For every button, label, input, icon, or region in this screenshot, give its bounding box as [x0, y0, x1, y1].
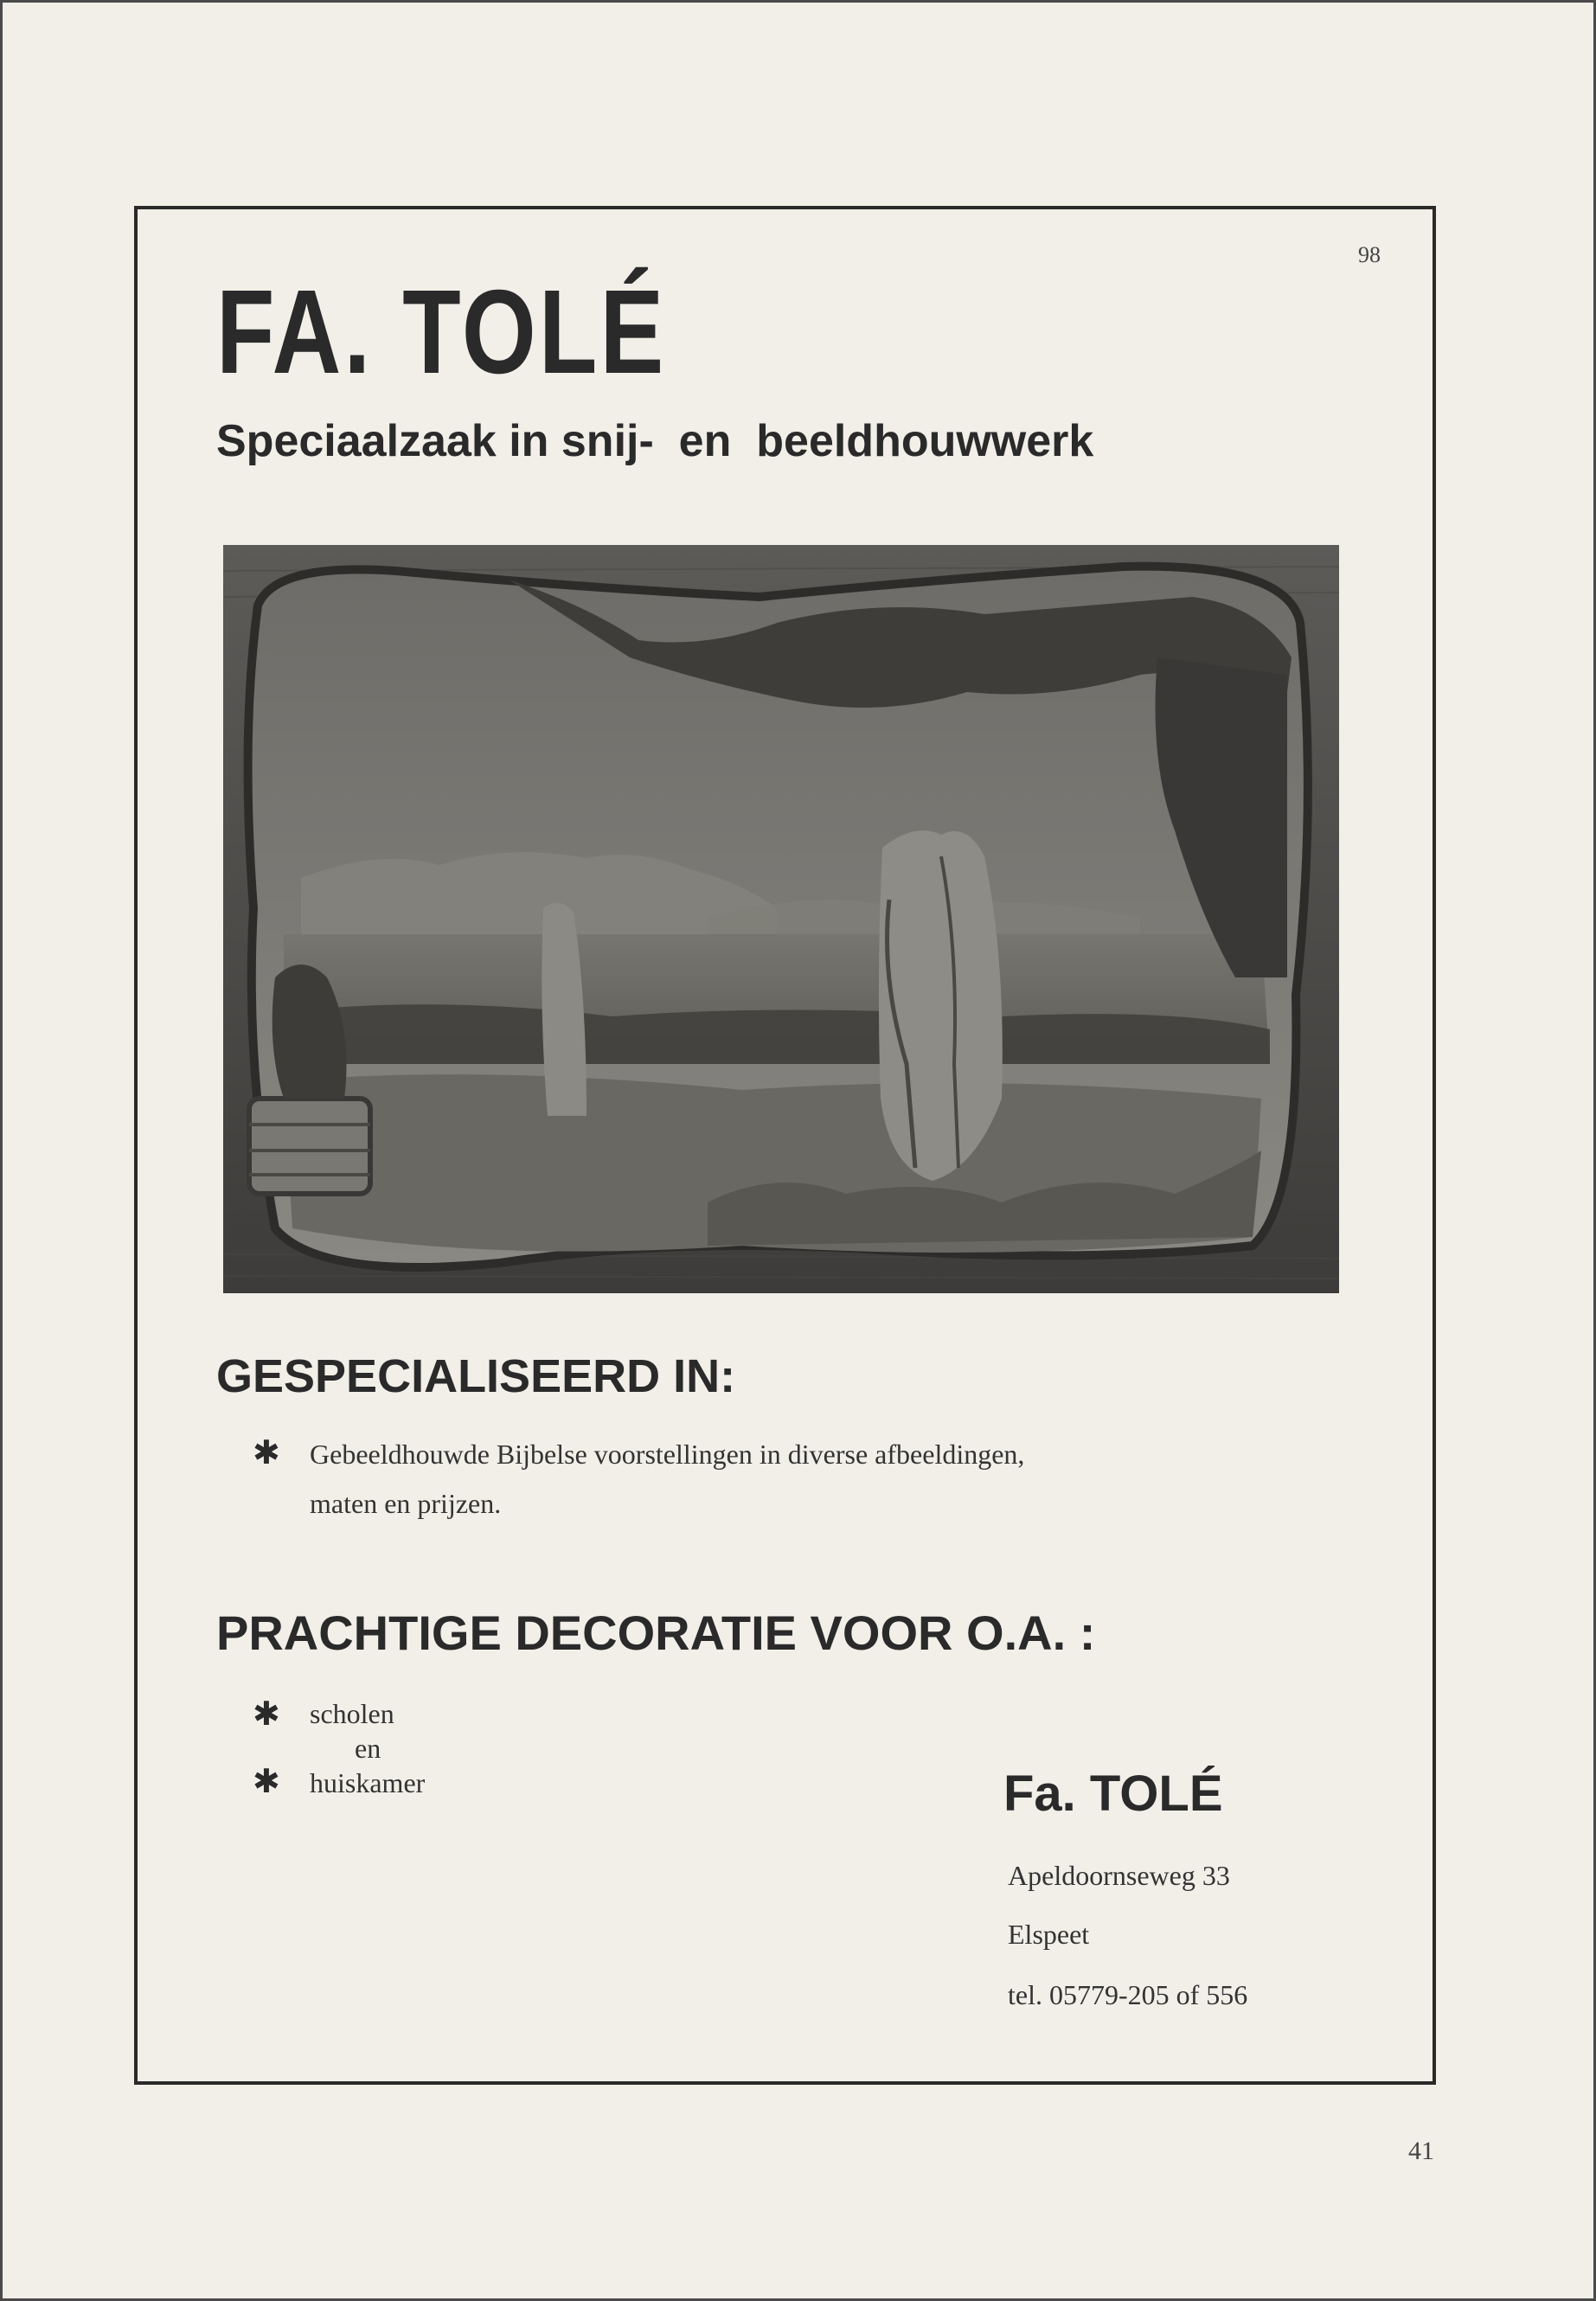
specialized-heading: GESPECIALISEERD IN: [216, 1350, 736, 1402]
decoration-heading: PRACHTIGE DECORATIE VOOR O.A. : [216, 1606, 1096, 1660]
ad-number: 98 [1358, 242, 1381, 267]
contact-name: Fa. TOLÉ [1003, 1766, 1223, 1822]
carved-relief-image [223, 545, 1339, 1293]
star-bullet-icon: ✱ [253, 1762, 280, 1800]
carved-relief-photo [223, 545, 1339, 1293]
contact-city: Elspeet [1008, 1919, 1090, 1950]
decoration-connector: en [355, 1733, 381, 1764]
decoration-item-1: scholen [310, 1698, 394, 1729]
brand-title: FA. TOLÉ [216, 266, 667, 399]
tagline: Speciaalzaak in snij- en beeldhouwwerk [216, 416, 1094, 466]
page-number: 41 [1408, 2137, 1434, 2165]
decoration-item-2: huiskamer [310, 1767, 426, 1798]
specialized-line-1: Gebeeldhouwde Bijbelse voorstellingen in diverse afbeeldingen, [310, 1439, 1025, 1470]
specialized-line-2: maten en prijzen. [310, 1488, 502, 1519]
star-bullet-icon: ✱ [253, 1695, 280, 1733]
contact-street: Apeldoornseweg 33 [1008, 1860, 1230, 1891]
contact-phone: tel. 05779-205 of 556 [1008, 1979, 1248, 2010]
star-bullet-icon: ✱ [253, 1433, 280, 1471]
